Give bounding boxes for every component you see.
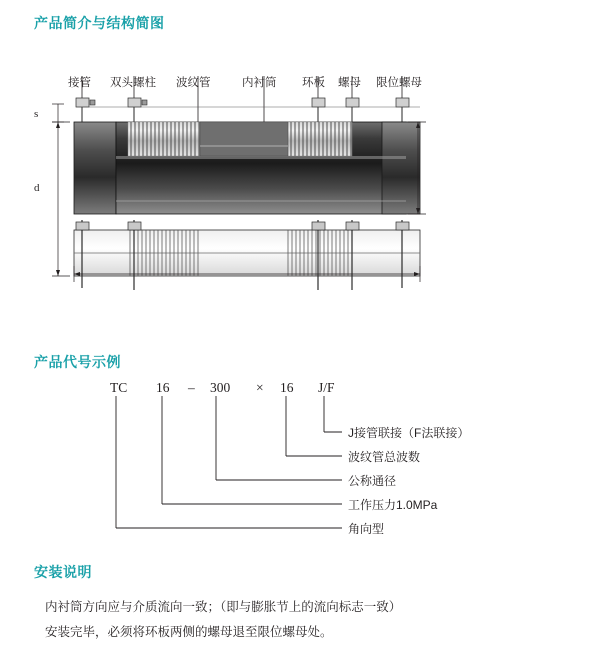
code-token-diameter: 300 [210,380,231,395]
install-notes [45,598,565,648]
code-desc-pressure: 工作压力1.0MPa [348,498,438,512]
callout-label-stud-bolt: 双头螺柱 [110,77,156,89]
code-desc-type: 角向型 [348,522,385,536]
code-token-series: TC [110,380,128,395]
code-token-connection: J/F [318,380,335,395]
code-token-dash: – [188,380,195,395]
install-note-1: 内衬筒方向应与介质流向一致；（即与膨胀节上的流向标志一致） [45,600,402,614]
dimension-label-d: d [34,182,40,194]
code-desc-connection: J接管联接（F法联接） [348,426,470,440]
code-desc-waves: 波纹管总波数 [348,450,421,464]
callout-label-ring-plate: 环板 [302,77,325,89]
callout-label-pipe: 接管 [68,77,91,89]
code-token-pressure: 16 [156,380,170,395]
expansion-joint-drawing [30,60,470,290]
callout-label-limit-nut: 限位螺母 [376,77,422,89]
structure-diagram [30,60,470,290]
section-title-code-example: 产品代号示例 [34,354,121,370]
code-leader-lines [110,380,540,540]
product-code-example [110,380,540,540]
dimension-label-s: s [34,108,39,120]
callout-label-liner: 内衬筒 [242,77,277,89]
code-token-waves: 16 [280,380,294,395]
section-title-install: 安装说明 [34,564,92,580]
callout-label-nut: 螺母 [338,77,361,89]
callout-label-bellows: 波纹管 [176,77,211,89]
code-token-times: × [256,380,264,395]
code-desc-diameter: 公称通径 [348,474,397,488]
install-note-2: 安装完毕，必须将环板两侧的螺母退至限位螺母处。 [45,624,333,639]
section-title-structure: 产品简介与结构简图 [34,15,165,31]
